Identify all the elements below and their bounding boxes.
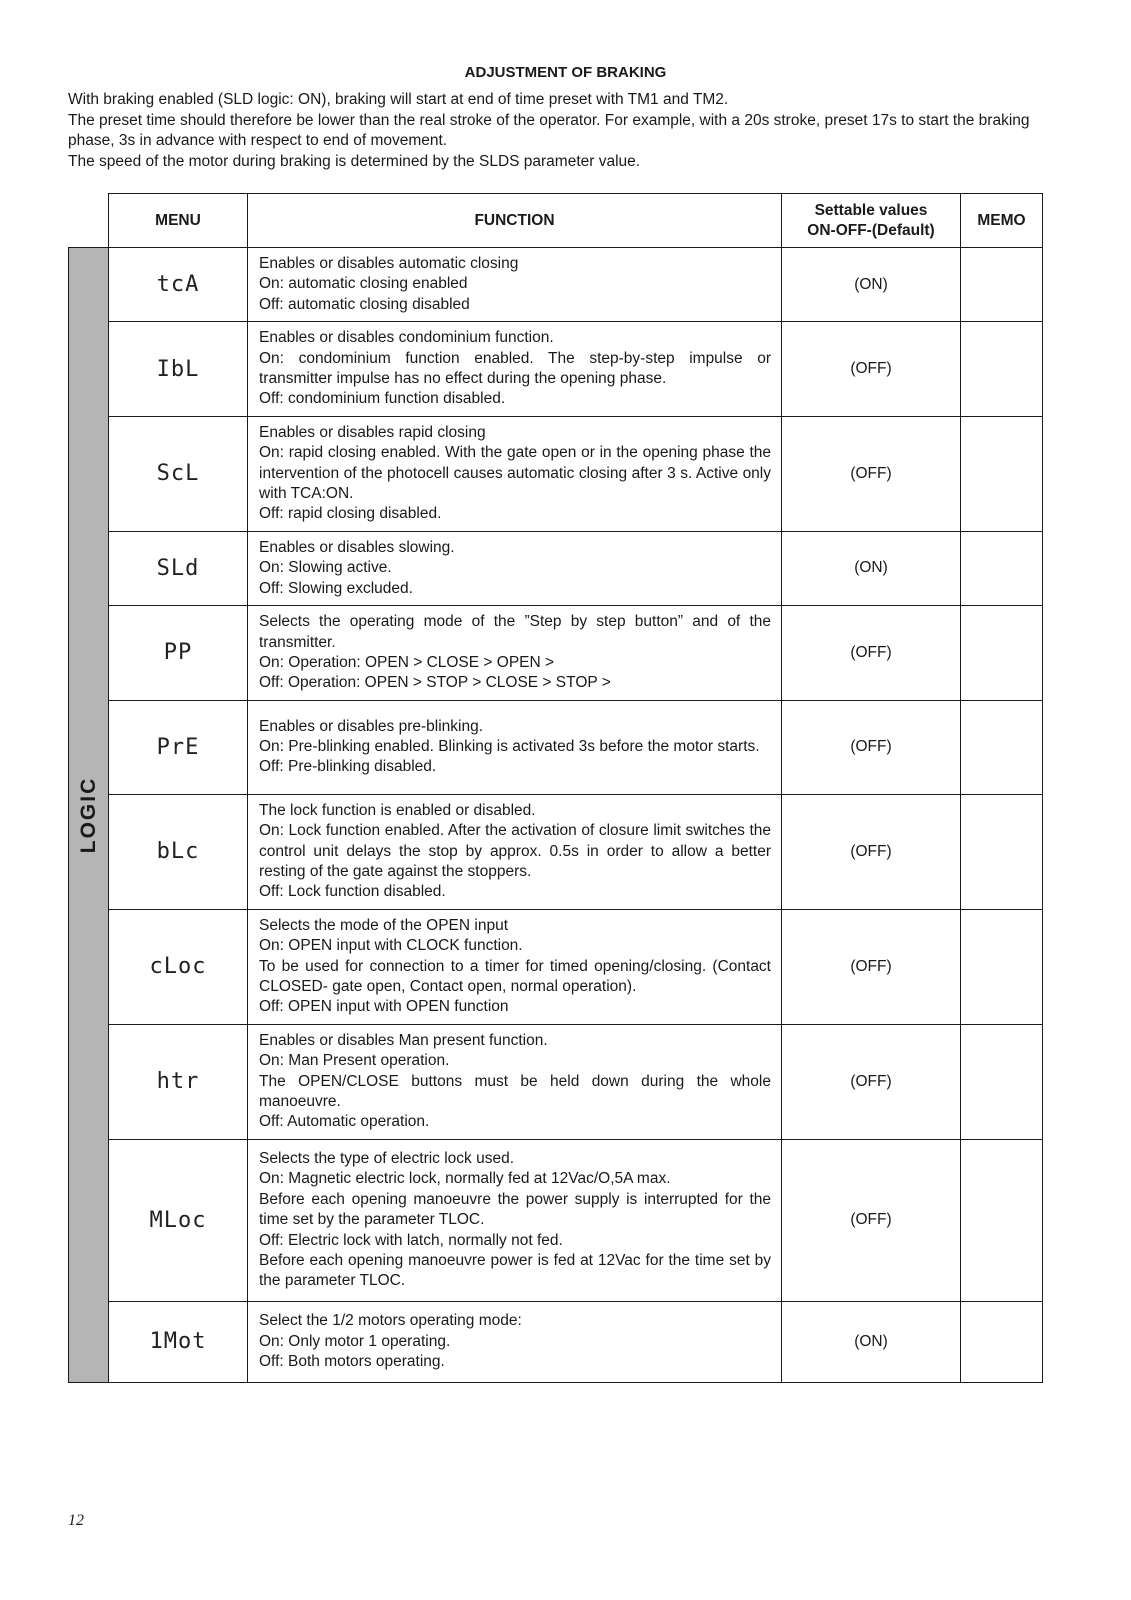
function-line: Off: Pre-blinking disabled. <box>259 758 437 776</box>
memo-cell <box>961 794 1043 909</box>
function-cell <box>248 1024 782 1139</box>
function-cell <box>248 794 782 909</box>
function-line: To be used for connection to a timer for timed opening/closing. (Contact CLOSED- gate open, Contact open, normal operation). <box>259 957 771 995</box>
intro-paragraph: With braking enabled (SLD logic: ON), braking will start at end of time preset with TM1 and TM2. <box>68 91 729 108</box>
function-line: The OPEN/CLOSE buttons must be held down during the whole manoeuvre. <box>259 1072 771 1110</box>
function-line: Selects the operating mode of the ”Step by step button” and of the transmitter. <box>259 613 771 651</box>
function-line: Off: Electric lock with latch, normally not fed. <box>259 1231 563 1249</box>
memo-header: MEMO <box>961 194 1043 248</box>
default-value-cell: (ON) <box>782 531 961 605</box>
default-value-cell: (OFF) <box>782 700 961 794</box>
memo-cell <box>961 416 1043 531</box>
menu-header: MENU <box>109 194 248 248</box>
table-row <box>69 248 1043 322</box>
memo-cell <box>961 1139 1043 1301</box>
menu-code-cell <box>109 322 248 417</box>
function-line: On: Pre-blinking enabled. Blinking is activated 3s before the motor starts. <box>259 738 760 756</box>
intro-paragraph: The preset time should therefore be lower than the real stroke of the operator. For example, with a 20s stroke, preset 17s to start the braking phase, 3s in advance with respect to end of movement. <box>68 111 1030 149</box>
function-cell <box>248 1301 782 1382</box>
function-line: On: Man Present operation. <box>259 1052 450 1070</box>
function-line: Enables or disables condominium function. <box>259 329 554 347</box>
function-line: Off: Slowing excluded. <box>259 579 413 597</box>
table-row <box>69 1301 1043 1382</box>
function-line: Enables or disables Man present function. <box>259 1031 548 1049</box>
default-value-cell: (OFF) <box>782 1024 961 1139</box>
menu-code-cell <box>109 416 248 531</box>
memo-cell <box>961 700 1043 794</box>
function-cell <box>248 909 782 1024</box>
memo-cell <box>961 248 1043 322</box>
memo-cell <box>961 1301 1043 1382</box>
function-cell <box>248 322 782 417</box>
memo-cell <box>961 606 1043 701</box>
menu-code-cell <box>109 700 248 794</box>
function-line: On: Magnetic electric lock, normally fed at 12Vac/O,5A max. <box>259 1170 671 1188</box>
settable-values-header <box>782 194 961 248</box>
header-spacer <box>69 194 109 248</box>
menu-code-cell <box>109 1301 248 1382</box>
menu-code-cell <box>109 1024 248 1139</box>
function-line: Selects the type of electric lock used. <box>259 1149 515 1167</box>
logic-parameters-table <box>68 193 1043 1383</box>
table-row <box>69 531 1043 605</box>
table-row <box>69 606 1043 701</box>
function-line: Off: OPEN input with OPEN function <box>259 998 509 1016</box>
default-value-cell: (OFF) <box>782 416 961 531</box>
function-line: Enables or disables automatic closing <box>259 255 519 272</box>
default-value-cell: (OFF) <box>782 1139 961 1301</box>
display-code: 1Mot <box>149 1329 207 1355</box>
table-row <box>69 909 1043 1024</box>
function-line: Enables or disables pre-blinking. <box>259 717 484 735</box>
intro-paragraph: The speed of the motor during braking is determined by the SLDS parameter value. <box>68 152 641 170</box>
table-row <box>69 322 1043 417</box>
menu-code-cell <box>109 606 248 701</box>
function-line: The lock function is enabled or disabled. <box>259 801 536 819</box>
function-line: Off: automatic closing disabled <box>259 295 470 313</box>
function-line: On: rapid closing enabled. With the gate open or in the opening phase the intervention of the photocell causes automatic closing after 3 s. Active only with TCA:ON. <box>259 444 771 503</box>
settable-values-header-line1: Settable values <box>814 201 928 219</box>
default-value-cell: (OFF) <box>782 794 961 909</box>
function-line: Enables or disables rapid closing <box>259 423 486 441</box>
function-line: Selects the mode of the OPEN input <box>259 916 508 934</box>
function-line: On: Operation: OPEN > CLOSE > OPEN > <box>259 653 555 671</box>
logic-side-label-cell <box>69 248 109 1383</box>
display-code: htr <box>156 1069 200 1095</box>
function-line: Before each opening manoeuvre the power supply is interrupted for the time set by the parameter TLOC. <box>259 1190 771 1229</box>
menu-code-cell <box>109 248 248 322</box>
table-header-row <box>69 194 1043 248</box>
table-row <box>69 700 1043 794</box>
function-cell <box>248 248 782 322</box>
function-line: On: OPEN input with CLOCK function. <box>259 937 523 955</box>
logic-side-label: LOGIC <box>76 776 100 854</box>
function-cell <box>248 531 782 605</box>
menu-code-cell <box>109 531 248 605</box>
menu-code-cell <box>109 1139 248 1301</box>
default-value-cell: (OFF) <box>782 606 961 701</box>
memo-cell <box>961 531 1043 605</box>
section-heading: ADJUSTMENT OF BRAKING <box>464 64 667 81</box>
table-row <box>69 794 1043 909</box>
display-code: PP <box>163 640 193 666</box>
default-value-cell: (ON) <box>782 1301 961 1382</box>
display-code: bLc <box>156 839 200 865</box>
function-line: Off: Operation: OPEN > STOP > CLOSE > STOP > <box>259 674 611 692</box>
function-line: Off: Lock function disabled. <box>259 883 446 901</box>
function-cell <box>248 606 782 701</box>
table-row <box>69 1024 1043 1139</box>
function-line: Before each opening manoeuvre power is fed at 12Vac for the time set by the parameter TLOC. <box>259 1251 771 1290</box>
menu-code-cell <box>109 794 248 909</box>
function-line: On: Only motor 1 operating. <box>259 1332 451 1350</box>
function-line: Off: condominium function disabled. <box>259 390 506 408</box>
function-cell <box>248 416 782 531</box>
function-line: On: Lock function enabled. After the activation of closure limit switches the control unit delays the stop by approx. 0.5s in order to allow a better resting of the gate against the stoppers. <box>259 822 771 880</box>
default-value-cell: (OFF) <box>782 322 961 417</box>
display-code: ScL <box>156 461 200 487</box>
display-code: SLd <box>156 555 200 581</box>
memo-cell <box>961 322 1043 417</box>
function-line: On: Slowing active. <box>259 559 392 577</box>
function-header: FUNCTION <box>248 194 782 248</box>
function-line: On: automatic closing enabled <box>259 275 468 293</box>
display-code: MLoc <box>149 1207 207 1233</box>
default-value-cell: (ON) <box>782 248 961 322</box>
function-cell <box>248 1139 782 1301</box>
function-line: Select the 1/2 motors operating mode: <box>259 1312 522 1330</box>
function-line: On: condominium function enabled. The step-by-step impulse or transmitter impulse has no effect during the opening phase. <box>259 349 771 388</box>
display-code: IbL <box>156 356 200 382</box>
function-cell <box>248 700 782 794</box>
display-code: cLoc <box>149 954 207 980</box>
memo-cell <box>961 1024 1043 1139</box>
function-line: Enables or disables slowing. <box>259 538 455 556</box>
default-value-cell: (OFF) <box>782 909 961 1024</box>
function-line: Off: Automatic operation. <box>259 1113 430 1131</box>
display-code: PrE <box>156 734 200 760</box>
memo-cell <box>961 909 1043 1024</box>
table-row <box>69 416 1043 531</box>
settable-values-header-line2: ON-OFF-(Default) <box>807 221 935 239</box>
display-code: tcA <box>156 272 200 298</box>
page-number: 12 <box>68 1512 84 1529</box>
menu-code-cell <box>109 909 248 1024</box>
intro-text <box>68 90 1064 172</box>
function-line: Off: rapid closing disabled. <box>259 505 442 523</box>
table-row <box>69 1139 1043 1301</box>
function-line: Off: Both motors operating. <box>259 1353 445 1371</box>
